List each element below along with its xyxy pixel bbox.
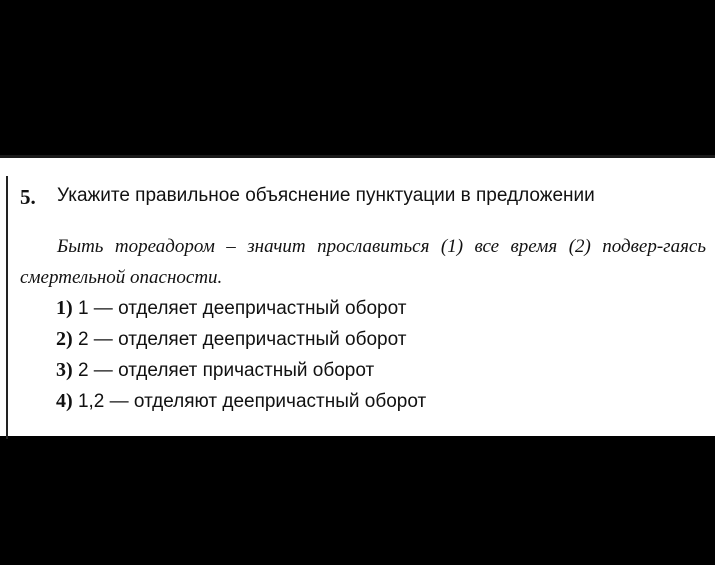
answer-option-number: 4): [56, 390, 73, 412]
answer-option[interactable]: [56, 355, 426, 386]
answer-option[interactable]: [56, 293, 426, 324]
answer-option-text: 2 — отделяет деепричастный оборот: [72, 329, 407, 350]
answer-option-text: 1 — отделяет деепричастный оборот: [72, 298, 407, 319]
task-card: [0, 155, 715, 436]
example-sentence: Быть тореадором – значит прославиться (1) все время (2) подвер-гаясь смертельной опасности.: [20, 236, 706, 288]
answer-options: [56, 293, 426, 417]
answer-option[interactable]: [56, 386, 426, 417]
question-number: 5.: [20, 185, 36, 209]
question-text: Укажите правильное объяснение пунктуации в предложении: [57, 185, 595, 206]
answer-option-text: 1,2 — отделяют деепричастный оборот: [72, 391, 427, 412]
answer-option-number: 1): [56, 297, 73, 319]
answer-option-number: 2): [56, 328, 73, 350]
answer-option[interactable]: [56, 324, 426, 355]
answer-option-text: 2 — отделяет причастный оборот: [72, 360, 375, 381]
left-margin-rule: [6, 176, 8, 439]
answer-option-number: 3): [56, 359, 73, 381]
